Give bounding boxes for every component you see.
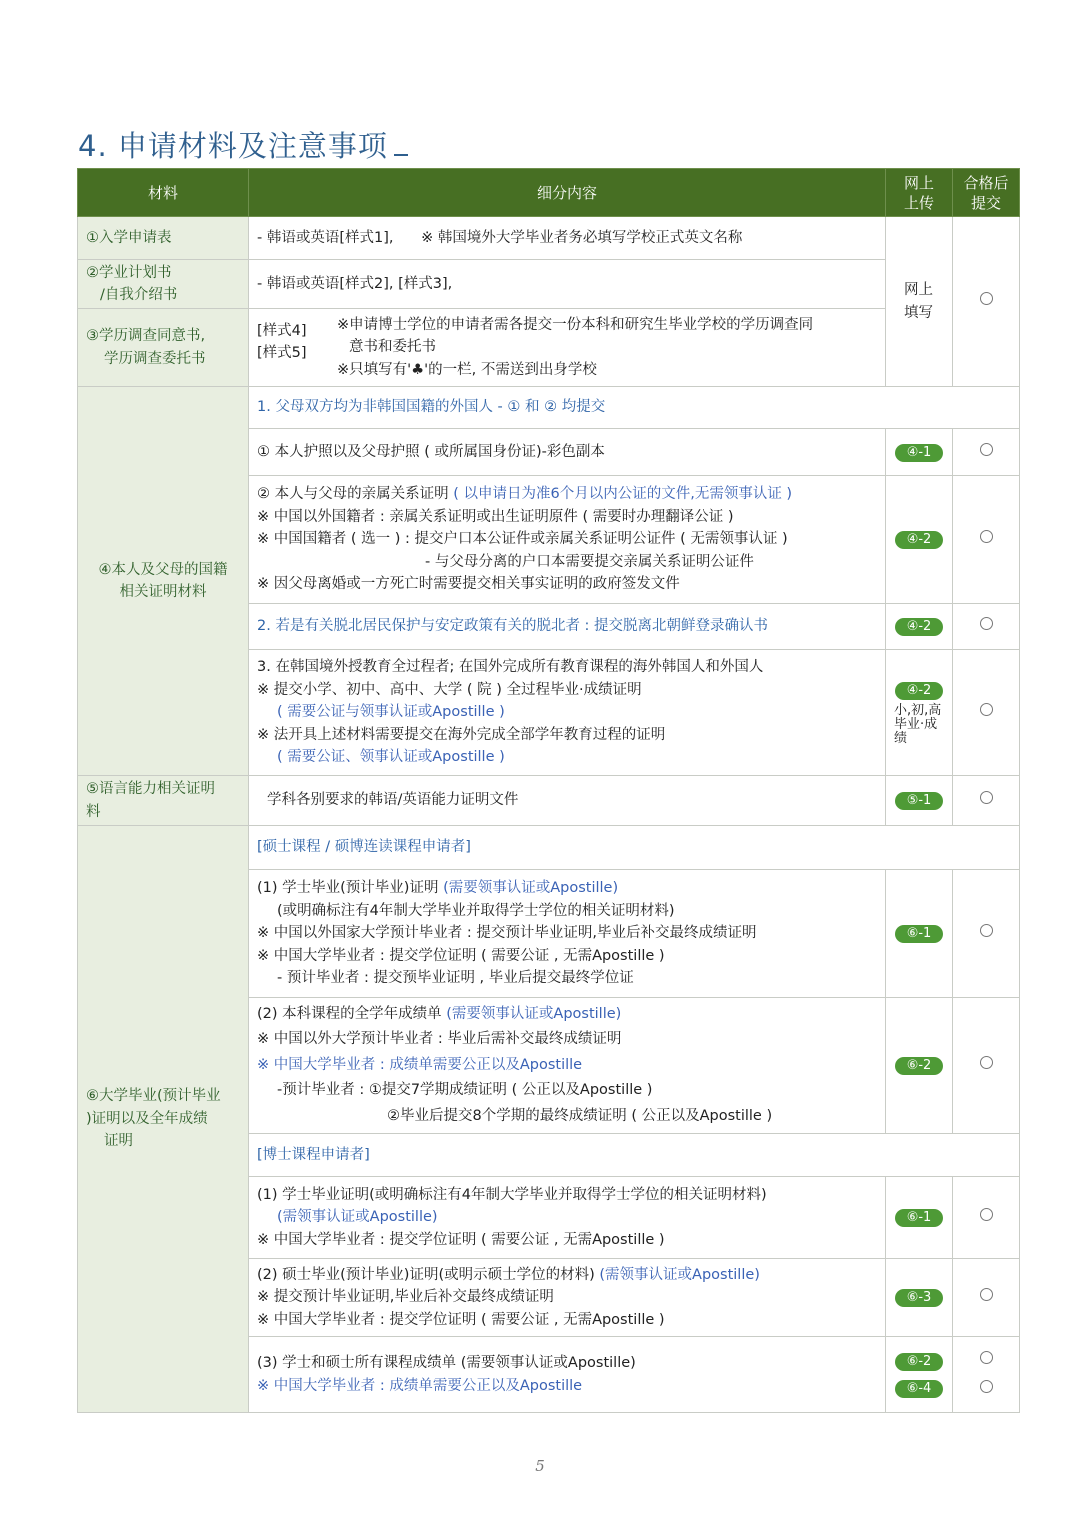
content-line: ※ 中国大学毕业者 : 提交学位证明 ( 需要公证 , 无需Apostille ) <box>257 947 665 964</box>
circle-icon <box>980 1380 993 1393</box>
table-row <box>78 217 1020 260</box>
section-heading: 1. 父母双方均为非韩国国籍的外国人 - ① 和 ② 均提交 <box>249 387 1020 429</box>
row-label-line: 学历调查委托书 <box>104 350 206 367</box>
circle-icon <box>980 443 993 456</box>
content-line: ※ 中国大学毕业者 : 成绩单需要公正以及Apostille <box>257 1377 583 1394</box>
content-line: (1) 学士毕业(预计毕业)证明 (需要领事认证或Apostille) <box>257 880 619 897</box>
content-line: ※ 因父母离婚或一方死亡时需要提交相关事实证明的政府签发文件 <box>257 576 680 593</box>
submit-cell <box>953 476 1020 604</box>
row-label <box>78 387 249 776</box>
content-line: (或明确标注有4年制大学毕业并取得学士学位的相关证明材料) <box>277 902 675 919</box>
submit-cell <box>953 429 1020 476</box>
row-content: - 韩语或英语[样式1], ※ 韩国境外大学毕业者务必填写学校正式英文名称 <box>249 217 886 260</box>
form-badge: ⑥-1 <box>895 1209 943 1227</box>
content-line: ( 需要公证与领事认证或Apostille ) <box>277 704 505 721</box>
form-badge: ④-2 <box>895 682 943 700</box>
upload-cell <box>886 870 953 998</box>
section-heading: [博士课程申请者] <box>249 1134 1020 1177</box>
content-line: ※ 提交预计毕业证明,毕业后补交最终成绩证明 <box>257 1289 554 1306</box>
circle-icon <box>980 1288 993 1301</box>
circle-icon <box>980 924 993 937</box>
submit-cell <box>953 776 1020 826</box>
row-content: ① 本人护照以及父母护照 ( 或所属国身份证)-彩色副本 <box>249 429 886 476</box>
online-fill-cell: 网上 填写 <box>886 217 953 387</box>
page-number: 5 <box>535 1457 545 1475</box>
submit-cell <box>953 1259 1020 1337</box>
content-line: (需领事认证或Apostille) <box>277 1209 438 1226</box>
form-label: [样式4] <box>257 322 307 339</box>
text-cursor <box>394 154 408 156</box>
submit-cell <box>953 998 1020 1134</box>
content-line: 3. 在韩国境外授教育全过程者; 在国外完成所有教育课程的海外韩国人和外国人 <box>257 659 764 676</box>
table-row <box>78 826 1020 870</box>
header-upload: 网上 上传 <box>886 169 953 217</box>
table-row <box>78 309 1020 387</box>
row-label-line: ④本人及父母的国籍 <box>98 561 228 578</box>
materials-table <box>77 168 1020 1413</box>
table-header-row <box>78 169 1020 217</box>
upload-cell <box>886 1337 953 1413</box>
row-content <box>249 1337 886 1413</box>
row-label-line: /自我介绍书 <box>100 287 178 303</box>
form-badge: ⑥-2 <box>895 1353 943 1371</box>
note-line: 意书和委托书 <box>349 339 436 356</box>
row-label <box>78 826 249 1413</box>
form-badge: ④-1 <box>895 444 943 462</box>
content-line: ※ 中国以外国家大学预计毕业者 : 提交预计毕业证明,毕业后补交最终成绩证明 <box>257 925 757 942</box>
row-label-line: ⑤语言能力相关证明 <box>86 781 215 797</box>
content-line: ※ 中国国籍者 ( 选一 ) : 提交户口本公证件或亲属关系证明公证件 ( 无需领事认证 ) <box>257 531 788 548</box>
content-line: ②毕业后提交8个学期的最终成绩证明 ( 公正以及Apostille ) <box>387 1107 773 1124</box>
content-line: ※ 中国以外国籍者 : 亲属关系证明或出生证明原件 ( 需要时办理翻译公证 ) <box>257 508 734 525</box>
form-badge: ④-2 <box>895 618 943 636</box>
row-content <box>249 309 886 387</box>
content-line: ※ 中国大学毕业者 : 成绩单需要公正以及Apostille <box>257 1056 583 1073</box>
row-label-line: 料 <box>86 803 101 820</box>
submit-cell <box>953 1337 1020 1413</box>
form-badge: ⑥-4 <box>895 1380 943 1398</box>
circle-icon <box>980 530 993 543</box>
circle-icon <box>980 1351 993 1364</box>
form-badge: ⑥-1 <box>895 925 943 943</box>
row-content: - 韩语或英语[样式2], [样式3], <box>249 260 886 309</box>
upload-cell <box>886 650 953 776</box>
submit-cell <box>953 604 1020 650</box>
row-label-line: 相关证明材料 <box>119 584 207 600</box>
circle-icon <box>980 1056 993 1069</box>
submit-cell <box>953 870 1020 998</box>
section-heading: 2. 若是有关脱北居民保护与安定政策有关的脱北者 : 提交脱离北朝鲜登录确认书 <box>249 604 886 650</box>
upload-cell <box>886 1259 953 1337</box>
circle-icon <box>980 703 993 716</box>
row-label-line: 证明 <box>104 1133 133 1150</box>
form-badge: ⑤-1 <box>895 792 943 810</box>
content-line: ※ 提交小学、初中、高中、大学 ( 院 ) 全过程毕业·成绩证明 <box>257 681 642 698</box>
row-label-line: ③学历调查同意书, <box>86 328 206 344</box>
row-label <box>78 309 249 387</box>
row-label: ①入学申请表 <box>78 217 249 260</box>
form-badge: ⑥-3 <box>895 1289 943 1307</box>
note-line: ※申请博士学位的申请者需各提交一份本科和研究生毕业学校的学历调查同 <box>337 316 814 333</box>
content-line: (3) 学士和硕士所有课程成绩单 (需要领事认证或Apostille) <box>257 1355 636 1371</box>
content-line: - 预计毕业者 : 提交预毕业证明 , 毕业后提交最终学位证 <box>277 970 634 987</box>
row-label <box>78 776 249 826</box>
row-content <box>249 1259 886 1337</box>
upload-cell <box>886 476 953 604</box>
submit-cell <box>953 650 1020 776</box>
content-line: ※ 中国以外大学预计毕业者 : 毕业后需补交最终成绩证明 <box>257 1031 622 1048</box>
content-line: -预计毕业者 : ①提交7学期成绩证明 ( 公正以及Apostille ) <box>277 1082 653 1099</box>
row-content <box>249 650 886 776</box>
upload-cell <box>886 776 953 826</box>
circle-icon <box>980 1208 993 1221</box>
note-line: ※只填写有'♣'的一栏, 不需送到出身学校 <box>337 361 597 378</box>
table-row <box>78 776 1020 826</box>
content-line: (2) 硕士毕业(预计毕业)证明(或明示硕士学位的材料) (需领事认证或Apostille) <box>257 1266 760 1283</box>
content-line: (1) 学士毕业证明(或明确标注有4年制大学毕业并取得学士学位的相关证明材料) <box>257 1186 767 1203</box>
row-content <box>249 476 886 604</box>
form-badge: ④-2 <box>895 531 943 549</box>
upload-cell <box>886 1177 953 1259</box>
header-material: 材料 <box>78 169 249 217</box>
row-content <box>249 870 886 998</box>
content-line: ( 需要公证、领事认证或Apostille ) <box>277 749 505 766</box>
content-line: ※ 中国大学毕业者 : 提交学位证明 ( 需要公证 , 无需Apostille ) <box>257 1231 665 1248</box>
row-content <box>249 998 886 1134</box>
upload-cell <box>886 998 953 1134</box>
content-line: ※ 中国大学毕业者 : 提交学位证明 ( 需要公证 , 无需Apostille ) <box>257 1311 665 1328</box>
form-label: [样式5] <box>257 345 307 362</box>
badge-note: 小,初,高毕业·成绩 <box>894 702 942 746</box>
form-badge: ⑥-2 <box>895 1057 943 1075</box>
submit-cell <box>953 217 1020 387</box>
circle-icon <box>980 292 993 305</box>
section-heading: [硕士课程 / 硕博连读课程申请者] <box>249 826 1020 870</box>
upload-cell <box>886 604 953 650</box>
header-submit: 合格后 提交 <box>953 169 1020 217</box>
content-line: (2) 本科课程的全学年成绩单 (需要领事认证或Apostille) <box>257 1005 622 1022</box>
page-title: 4. 申请材料及注意事项 <box>78 124 408 165</box>
table-row <box>78 387 1020 429</box>
row-label-line: ⑥大学毕业(预计毕业 <box>86 1088 221 1105</box>
row-content: 学科各别要求的韩语/英语能力证明文件 <box>249 776 886 826</box>
submit-cell <box>953 1177 1020 1259</box>
circle-icon <box>980 617 993 630</box>
table-row <box>78 260 1020 309</box>
row-label-line: )证明以及全年成绩 <box>86 1110 208 1127</box>
row-content <box>249 1177 886 1259</box>
content-line: ② 本人与父母的亲属关系证明 ( 以申请日为准6个月以内公证的文件,无需领事认证 ) <box>257 486 793 503</box>
row-label <box>78 260 249 309</box>
upload-cell <box>886 429 953 476</box>
content-line: ※ 法开具上述材料需要提交在海外完成全部学年教育过程的证明 <box>257 726 666 743</box>
circle-icon <box>980 791 993 804</box>
row-label-line: ②学业计划书 <box>86 264 172 281</box>
content-line: - 与父母分离的户口本需要提交亲属关系证明公证件 <box>425 553 754 570</box>
header-content: 细分内容 <box>249 169 886 217</box>
